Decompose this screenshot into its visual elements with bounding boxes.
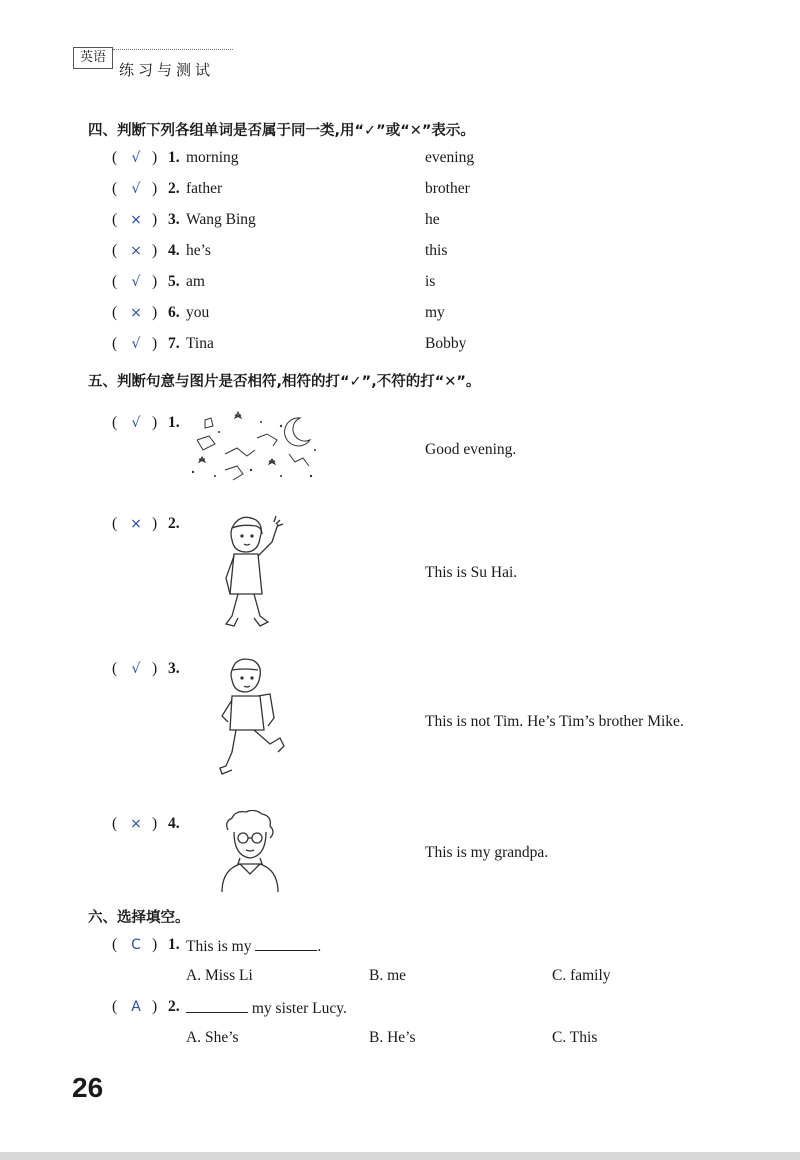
s6-item-2: ( A ) 2. my sister Lucy. xyxy=(112,998,347,1017)
answer-mark: √ xyxy=(131,336,141,352)
answer-mark: A xyxy=(131,999,141,1015)
s4-item-6: ( × ) 6. you my xyxy=(112,304,445,321)
word-1: father xyxy=(186,180,223,197)
item-number: 6. xyxy=(168,304,180,321)
answer-mark: √ xyxy=(131,150,141,166)
s4-item-4: ( × ) 4. he’s this xyxy=(112,242,448,259)
s5-item-3: ( √ ) 3. xyxy=(112,660,180,677)
answer-mark: × xyxy=(130,516,142,532)
s5-item-4: ( × ) 4. xyxy=(112,815,180,832)
option-b: B. He’s xyxy=(369,1029,416,1046)
s4-item-1: ( √ ) 1. morning evening xyxy=(112,149,475,166)
item-number: 2. xyxy=(168,180,180,197)
header-divider xyxy=(113,49,233,50)
running-boy-illustration xyxy=(218,656,288,784)
s5-sentence-4: This is my grandpa. xyxy=(425,844,549,861)
word-2: brother xyxy=(425,180,470,197)
s5-sentence-3: This is not Tim. He’s Tim’s brother Mike. xyxy=(425,713,684,730)
s5-item-1: ( √ ) 1. xyxy=(112,414,180,431)
option-c: C. This xyxy=(552,1029,598,1046)
section-4-title: 四、判断下列各组单词是否属于同一类,用“✓”或“✕”表示。 xyxy=(88,123,475,139)
option-b: B. me xyxy=(369,967,407,984)
answer-mark: × xyxy=(130,305,142,321)
question-stem: my sister Lucy. xyxy=(186,998,347,1018)
s4-item-2: ( √ ) 2. father brother xyxy=(112,180,470,197)
word-1: Tina xyxy=(186,335,214,352)
item-number: 1. xyxy=(168,149,180,166)
item-number: 2. xyxy=(168,998,180,1015)
word-1: am xyxy=(186,273,205,290)
answer-mark: √ xyxy=(131,274,141,290)
grandma-illustration xyxy=(218,810,282,892)
item-number: 3. xyxy=(168,211,180,228)
answer-mark: × xyxy=(130,212,142,228)
answer-blank[interactable] xyxy=(255,936,317,951)
page-bottom-edge xyxy=(0,1152,800,1160)
section-5-title: 五、判断句意与图片是否相符,相符的打“✓”,不符的打“✕”。 xyxy=(88,374,481,390)
item-number: 2. xyxy=(168,515,180,532)
word-1: Wang Bing xyxy=(186,211,256,228)
answer-mark: × xyxy=(130,816,142,832)
answer-mark: C xyxy=(131,937,141,953)
section-6-title: 六、选择填空。 xyxy=(88,910,190,926)
answer-blank[interactable] xyxy=(186,998,248,1013)
answer-mark: × xyxy=(130,243,142,259)
night-sky-illustration xyxy=(185,410,325,486)
word-2: my xyxy=(425,304,445,321)
option-c: C. family xyxy=(552,967,611,984)
word-2: he xyxy=(425,211,440,228)
item-number: 1. xyxy=(168,414,180,431)
s6-item-1: ( C ) 1. This is my . xyxy=(112,936,322,955)
waving-boy-illustration xyxy=(218,512,284,634)
item-number: 3. xyxy=(168,660,180,677)
answer-mark: √ xyxy=(131,661,141,677)
word-2: this xyxy=(425,242,448,259)
item-number: 4. xyxy=(168,242,180,259)
word-2: Bobby xyxy=(425,335,467,352)
s5-sentence-1: Good evening. xyxy=(425,441,517,458)
word-2: evening xyxy=(425,149,475,166)
answer-mark: √ xyxy=(131,415,141,431)
page-header xyxy=(73,47,233,87)
book-title: 练习与测试 xyxy=(119,61,215,79)
s4-item-3: ( × ) 3. Wang Bing he xyxy=(112,211,440,228)
answer-mark: √ xyxy=(131,181,141,197)
option-a: A. Miss Li xyxy=(186,967,253,984)
item-number: 1. xyxy=(168,936,180,953)
subject-label: 英语 xyxy=(73,47,113,69)
s5-sentence-2: This is Su Hai. xyxy=(425,564,518,581)
word-1: you xyxy=(186,304,210,321)
question-stem: This is my . xyxy=(186,938,322,955)
word-1: he’s xyxy=(186,242,211,259)
item-number: 7. xyxy=(168,335,180,352)
s4-item-5: ( √ ) 5. am is xyxy=(112,273,436,290)
item-number: 4. xyxy=(168,815,180,832)
option-a: A. She’s xyxy=(186,1029,239,1046)
s5-item-2: ( × ) 2. xyxy=(112,515,180,532)
s4-item-7: ( √ ) 7. Tina Bobby xyxy=(112,335,467,352)
item-number: 5. xyxy=(168,273,180,290)
word-2: is xyxy=(425,273,436,290)
word-1: morning xyxy=(186,149,239,166)
page-number: 26 xyxy=(72,1072,104,1103)
